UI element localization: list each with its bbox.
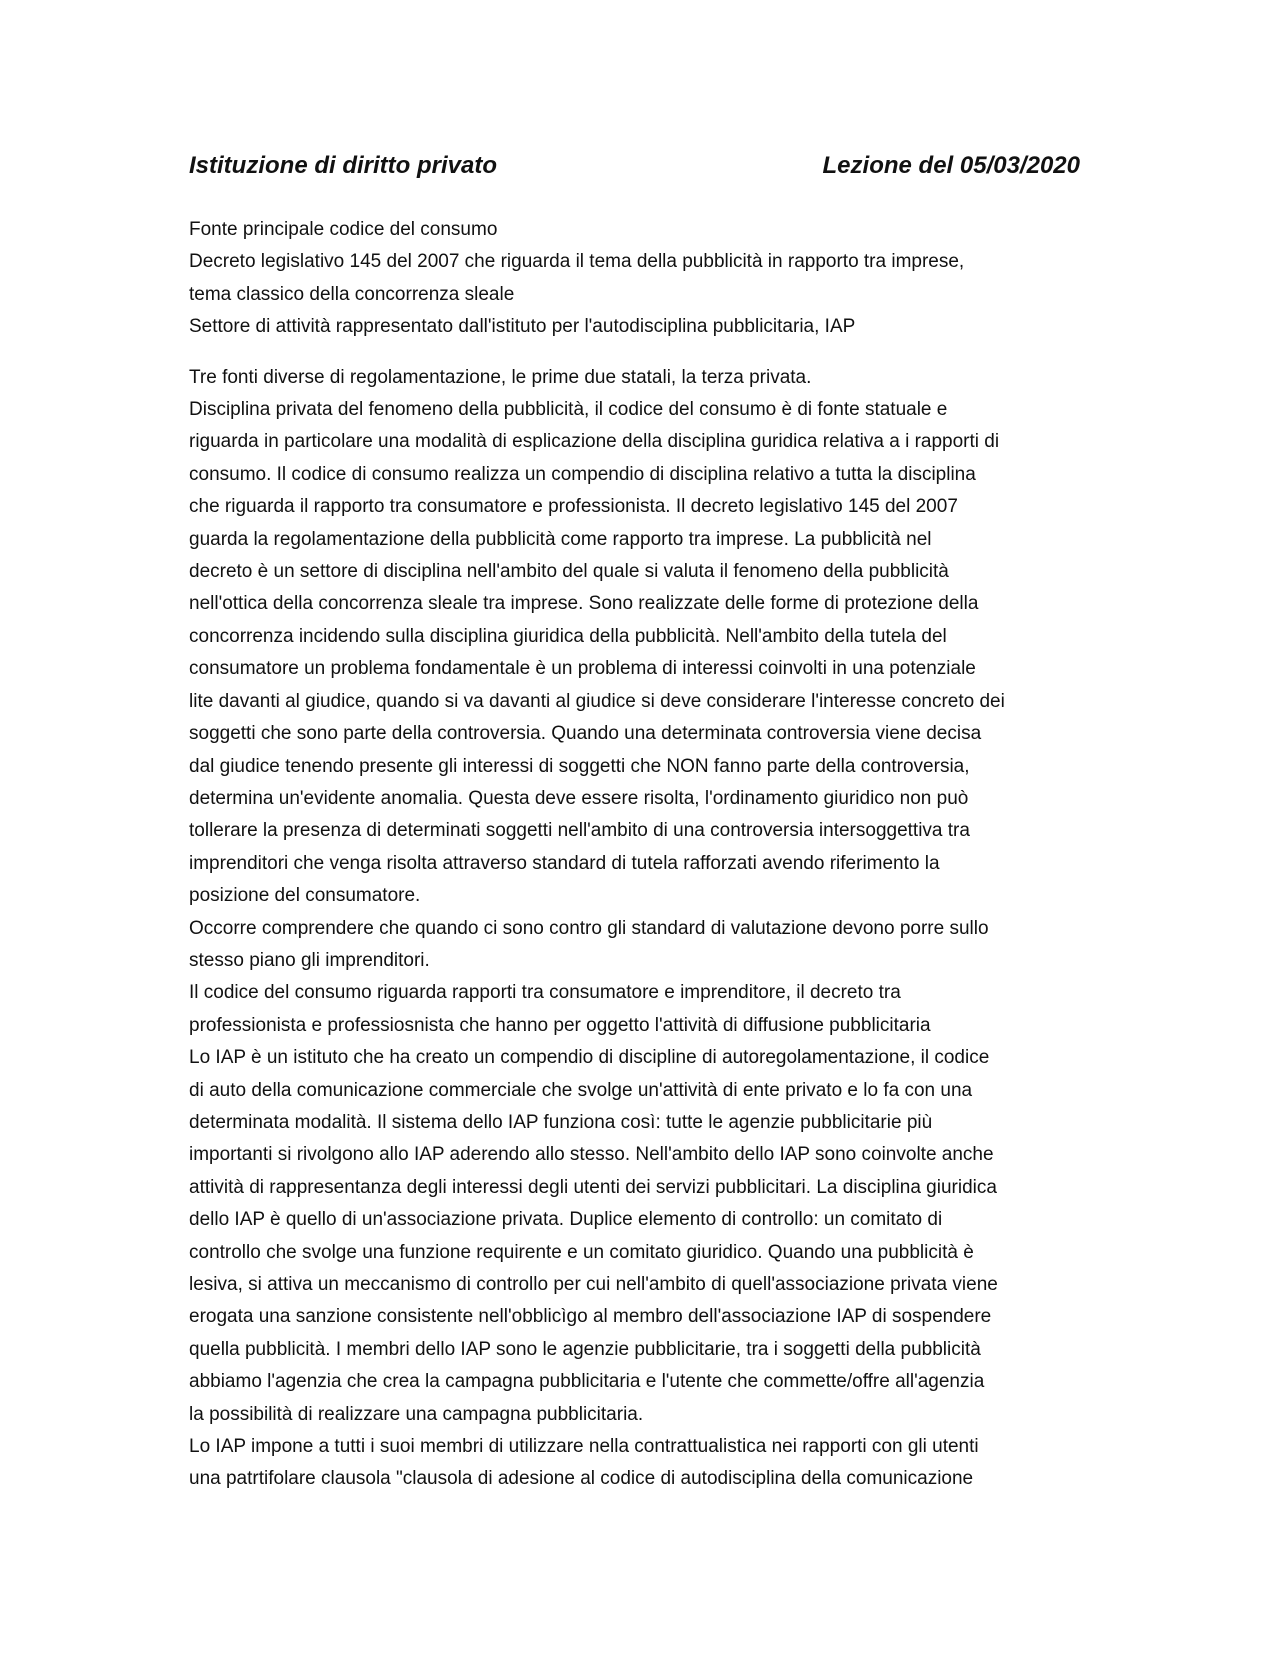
text-line: di auto della comunicazione commerciale che svolge un'attività di ente privato e lo fa con una bbox=[189, 1079, 973, 1101]
text-line: Decreto legislativo 145 del 2007 che riguarda il tema della pubblicità in rapporto tra imprese, bbox=[189, 251, 965, 273]
text-line: una patrtifolare clausola "clausola di adesione al codice di autodisciplina della comunicazione bbox=[189, 1468, 974, 1490]
text-line: lesiva, si attiva un meccanismo di controllo per cui nell'ambito di quell'associazione privata viene bbox=[189, 1274, 998, 1295]
text-line: guarda la regolamentazione della pubblicità come rapporto tra imprese. La pubblicità nel bbox=[189, 528, 932, 550]
text-line: quella pubblicità. I membri dello IAP sono le agenzie pubblicitarie, tra i soggetti della pubblicità bbox=[189, 1338, 981, 1360]
text-line: attività di rappresentanza degli interessi degli utenti dei servizi pubblicitari. La disciplina giuridica bbox=[189, 1176, 997, 1198]
text-line: lite davanti al giudice, quando si va davanti al giudice si deve considerare l'interesse concreto dei bbox=[189, 690, 1005, 712]
text-line: nell'ottica della concorrenza sleale tra imprese. Sono realizzate delle forme di protezione della bbox=[189, 593, 979, 615]
text-line: consumatore un problema fondamentale è un problema di interessi coinvolti in una potenziale bbox=[189, 658, 976, 680]
text-line: Occorre comprendere che quando ci sono contro gli standard di valutazione devono porre sullo bbox=[189, 917, 989, 939]
text-line: decreto è un settore di disciplina nell'ambito del quale si valuta il fenomeno della pubblicità bbox=[189, 561, 949, 583]
text-line: concorrenza incidendo sulla disciplina giuridica della pubblicità. Nell'ambito della tutela del bbox=[189, 625, 947, 647]
text-line: riguarda in particolare una modalità di esplicazione della disciplina guridica relativa a i rapporti di bbox=[189, 431, 1000, 453]
lesson-date: Lezione del 05/03/2020 bbox=[822, 152, 1080, 179]
text-line: che riguarda il rapporto tra consumatore e professionista. Il decreto legislativo 145 del 2007 bbox=[189, 496, 958, 518]
text-line: stesso piano gli imprenditori. bbox=[189, 949, 430, 971]
text-line: Tre fonti diverse di regolamentazione, le prime due statali, la terza privata. bbox=[189, 366, 812, 388]
text-line: abbiamo l'agenzia che crea la campagna pubblicitaria e l'utente che commette/offre all'agenzia bbox=[189, 1371, 985, 1393]
document-body bbox=[189, 214, 1099, 1496]
text-line: professionista e professiosnista che hanno per oggetto l'attività di diffusione pubblicitaria bbox=[189, 1014, 931, 1036]
text-line: soggetti che sono parte della controversia. Quando una determinata controversia viene decisa bbox=[189, 723, 982, 745]
text-line: dello IAP è quello di un'associazione privata. Duplice elemento di controllo: un comitato di bbox=[189, 1209, 943, 1231]
text-line: controllo che svolge una funzione requirente e un comitato giuridico. Quando una pubblicità è bbox=[189, 1241, 974, 1263]
text-line: imprenditori che venga risolta attraverso standard di tutela rafforzati avendo riferimento la bbox=[189, 852, 940, 874]
text-line: Lo IAP impone a tutti i suoi membri di utilizzare nella contrattualistica nei rapporti con gli utenti bbox=[189, 1436, 979, 1458]
main-paragraph bbox=[189, 362, 1099, 1496]
text-line: consumo. Il codice di consumo realizza un compendio di disciplina relativo a tutta la disciplina bbox=[189, 463, 976, 485]
text-line: tema classico della concorrenza sleale bbox=[189, 283, 515, 305]
text-line: determina un'evidente anomalia. Questa deve essere risolta, l'ordinamento giuridico non può bbox=[189, 787, 969, 809]
intro-paragraph bbox=[189, 214, 1099, 344]
text-line: importanti si rivolgono allo IAP aderendo allo stesso. Nell'ambito dello IAP sono coinvolte anche bbox=[189, 1144, 994, 1166]
document-title: Istituzione di diritto privato bbox=[189, 152, 497, 179]
text-line: determinata modalità. Il sistema dello IAP funziona così: tutte le agenzie pubblicitarie più bbox=[189, 1111, 933, 1133]
text-line: Disciplina privata del fenomeno della pubblicità, il codice del consumo è di fonte statuale e bbox=[189, 399, 948, 421]
text-line: Il codice del consumo riguarda rapporti tra consumatore e imprenditore, il decreto tra bbox=[189, 982, 901, 1004]
text-line: erogata una sanzione consistente nell'obblicìgo al membro dell'associazione IAP di sospendere bbox=[189, 1306, 992, 1328]
text-line: la possibilità di realizzare una campagna pubblicitaria. bbox=[189, 1403, 644, 1425]
document-header bbox=[189, 152, 1080, 192]
text-line: posizione del consumatore. bbox=[189, 885, 421, 907]
text-line: tollerare la presenza di determinati soggetti nell'ambito di una controversia intersoggettiva tra bbox=[189, 820, 970, 842]
text-line: Fonte principale codice del consumo bbox=[189, 219, 498, 240]
text-line: Lo IAP è un istituto che ha creato un compendio di discipline di autoregolamentazione, il codice bbox=[189, 1047, 990, 1069]
text-line: dal giudice tenendo presente gli interessi di soggetti che NON fanno parte della controversia, bbox=[189, 755, 970, 777]
text-line: Settore di attività rappresentato dall'istituto per l'autodisciplina pubblicitaria, IAP bbox=[189, 316, 856, 338]
